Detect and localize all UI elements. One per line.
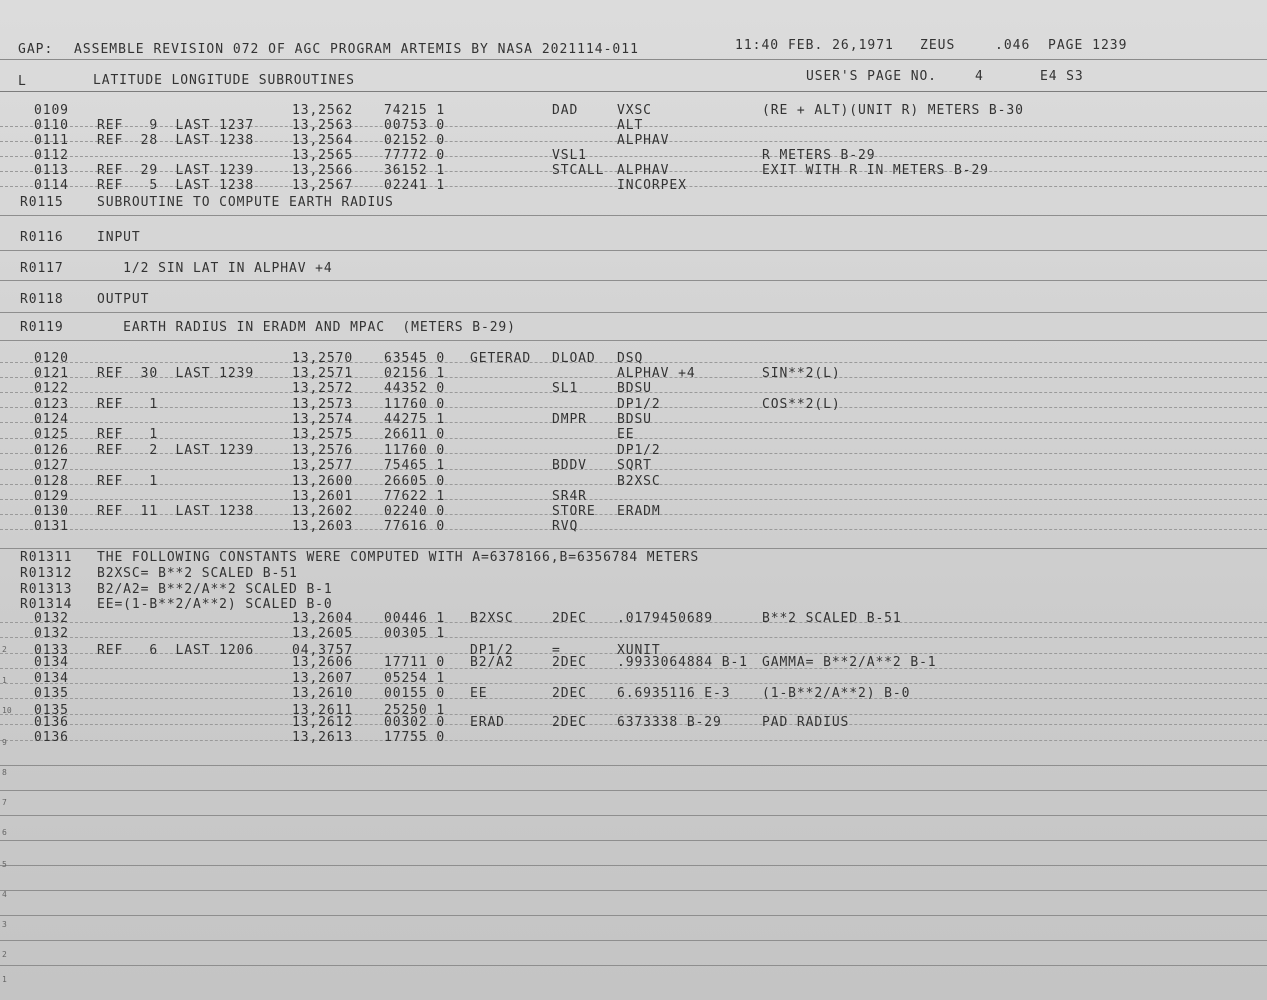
- section-rule: [0, 215, 1267, 216]
- header-divider: [0, 59, 1267, 60]
- margin-mark: 7: [2, 798, 7, 807]
- listing-addr: 13,2566: [292, 163, 354, 178]
- section-rule: [0, 915, 1267, 916]
- listing-seq: 0135: [34, 686, 69, 701]
- listing-ref: OUTPUT: [97, 292, 150, 307]
- listing-word: 77622 1: [384, 489, 446, 504]
- listing-word: 77616 0: [384, 519, 446, 534]
- listing-ref: REF 1: [97, 427, 159, 442]
- listing-addr: 13,2567: [292, 178, 354, 193]
- listing-operand: VXSC: [617, 103, 652, 118]
- listing-addr: 13,2565: [292, 148, 354, 163]
- listing-op: 2DEC: [552, 715, 587, 730]
- listing-addr: 13,2577: [292, 458, 354, 473]
- listing-operand: DP1/2: [617, 397, 661, 412]
- listing-seq: 0122: [34, 381, 69, 396]
- listing-operand: 6373338 B-29: [617, 715, 722, 730]
- listing-seq: R01312: [20, 566, 73, 581]
- listing-op: =: [552, 643, 561, 658]
- listing-addr: 13,2570: [292, 351, 354, 366]
- listing-seq: 0113: [34, 163, 69, 178]
- listing-operand: SQRT: [617, 458, 652, 473]
- listing-word: 25250 1: [384, 703, 446, 718]
- listing-addr: 13,2603: [292, 519, 354, 534]
- listing-addr: 13,2607: [292, 671, 354, 686]
- listing-word: 44275 1: [384, 412, 446, 427]
- listing-op: DLOAD: [552, 351, 596, 366]
- listing-word: 02241 1: [384, 178, 446, 193]
- section-rule: [0, 865, 1267, 866]
- listing-addr: 13,2606: [292, 655, 354, 670]
- listing-word: 44352 0: [384, 381, 446, 396]
- listing-op: SR4R: [552, 489, 587, 504]
- row-separator: [0, 529, 1267, 530]
- listing-seq: 0112: [34, 148, 69, 163]
- section-rule: [0, 790, 1267, 791]
- listing-comment: PAD RADIUS: [762, 715, 850, 730]
- listing-op: STORE: [552, 504, 596, 519]
- listing-seq: R0116: [20, 230, 64, 245]
- listing-ref: INPUT: [97, 230, 141, 245]
- margin-mark: 5: [2, 860, 7, 869]
- listing-ref: REF 28 LAST 1238: [97, 133, 255, 148]
- header-page: PAGE 1239: [1048, 38, 1128, 53]
- row-separator: [0, 740, 1267, 741]
- row-separator: [0, 156, 1267, 157]
- listing-operand: EE: [617, 427, 635, 442]
- section-rule: [0, 548, 1267, 549]
- listing-word: 00446 1: [384, 611, 446, 626]
- listing-seq: 0110: [34, 118, 69, 133]
- listing-operand: ALPHAV: [617, 163, 670, 178]
- listing-op: 2DEC: [552, 611, 587, 626]
- listing-seq: 0127: [34, 458, 69, 473]
- section-rule: [0, 280, 1267, 281]
- listing-label: B2/A2: [470, 655, 514, 670]
- section-rule: [0, 250, 1267, 251]
- listing-ref: B2/A2= B**2/A**2 SCALED B-1: [97, 582, 333, 597]
- listing-addr: 13,2602: [292, 504, 354, 519]
- listing-seq: 0124: [34, 412, 69, 427]
- listing-comment: R METERS B-29: [762, 148, 876, 163]
- listing-word: 02156 1: [384, 366, 446, 381]
- listing-label: GETERAD: [470, 351, 532, 366]
- listing-addr: 13,2562: [292, 103, 354, 118]
- listing-seq: R01314: [20, 597, 73, 612]
- row-separator: [0, 499, 1267, 500]
- listing-operand: BDSU: [617, 381, 652, 396]
- listing-word: 17711 0: [384, 655, 446, 670]
- listing-word: 00155 0: [384, 686, 446, 701]
- listing-operand: DP1/2: [617, 443, 661, 458]
- listing-addr: 13,2612: [292, 715, 354, 730]
- section-rule: [0, 312, 1267, 313]
- listing-seq: 0121: [34, 366, 69, 381]
- page-ref: E4 S3: [1040, 69, 1084, 84]
- listing-word: 00302 0: [384, 715, 446, 730]
- listing-ref: REF 1: [97, 474, 159, 489]
- margin-mark: 2: [2, 645, 7, 654]
- section-rule: [0, 940, 1267, 941]
- listing-seq: 0131: [34, 519, 69, 534]
- listing-operand: BDSU: [617, 412, 652, 427]
- listing-seq: R0118: [20, 292, 64, 307]
- listing-seq: 0129: [34, 489, 69, 504]
- listing-op: 2DEC: [552, 686, 587, 701]
- listing-word: 02240 0: [384, 504, 446, 519]
- listing-operand: DSQ: [617, 351, 644, 366]
- listing-operand: INCORPEX: [617, 178, 687, 193]
- section-rule: [0, 965, 1267, 966]
- listing-op: SL1: [552, 381, 579, 396]
- margin-mark: 1: [2, 676, 7, 685]
- section-rule: [0, 765, 1267, 766]
- listing-ref: REF 30 LAST 1239: [97, 366, 255, 381]
- listing-op: BDDV: [552, 458, 587, 473]
- listing-op: STCALL: [552, 163, 605, 178]
- listing-seq: 0120: [34, 351, 69, 366]
- listing-seq: 0132: [34, 626, 69, 641]
- listing-op: 2DEC: [552, 655, 587, 670]
- listing-seq: 0134: [34, 655, 69, 670]
- listing-seq: 0133: [34, 643, 69, 658]
- listing-word: 00753 0: [384, 118, 446, 133]
- row-separator: [0, 637, 1267, 638]
- listing-addr: 13,2576: [292, 443, 354, 458]
- users-page-label: USER'S PAGE NO.: [806, 69, 937, 84]
- listing-addr: 13,2610: [292, 686, 354, 701]
- margin-mark: 10: [2, 706, 12, 715]
- margin-mark: 6: [2, 828, 7, 837]
- listing-addr: 13,2573: [292, 397, 354, 412]
- listing-ref: REF 6 LAST 1206: [97, 643, 255, 658]
- listing-comment: EXIT WITH R IN METERS B-29: [762, 163, 989, 178]
- listing-word: 26605 0: [384, 474, 446, 489]
- listing-word: 11760 0: [384, 443, 446, 458]
- listing-operand: .9933064884 B-1: [617, 655, 748, 670]
- listing-addr: 13,2605: [292, 626, 354, 641]
- margin-mark: 2: [2, 950, 7, 959]
- subheader-letter: L: [18, 74, 27, 89]
- listing-ref: REF 5 LAST 1238: [97, 178, 255, 193]
- listing-addr: 13,2572: [292, 381, 354, 396]
- listing-ref: SUBROUTINE TO COMPUTE EARTH RADIUS: [97, 195, 394, 210]
- listing-addr: 13,2563: [292, 118, 354, 133]
- section-rule: [0, 840, 1267, 841]
- users-page-number: 4: [975, 69, 984, 84]
- listing-word: 11760 0: [384, 397, 446, 412]
- row-separator: [0, 683, 1267, 684]
- listing-ref: REF 11 LAST 1238: [97, 504, 255, 519]
- listing-word: 05254 1: [384, 671, 446, 686]
- listing-word: 00305 1: [384, 626, 446, 641]
- listing-seq: R01313: [20, 582, 73, 597]
- listing-seq: 0109: [34, 103, 69, 118]
- listing-seq: 0111: [34, 133, 69, 148]
- listing-comment: SIN**2(L): [762, 366, 841, 381]
- listing-seq: 0114: [34, 178, 69, 193]
- section-rule: [0, 890, 1267, 891]
- header-gap: GAP:: [18, 42, 54, 57]
- listing-ref: REF 1: [97, 397, 159, 412]
- listing-comment: (1-B**2/A**2) B-0: [762, 686, 911, 701]
- listing-ref: EARTH RADIUS IN ERADM AND MPAC (METERS B-29): [97, 320, 516, 335]
- listing-comment: B**2 SCALED B-51: [762, 611, 902, 626]
- listing-ref: REF 29 LAST 1239: [97, 163, 255, 178]
- listing-label: ERAD: [470, 715, 505, 730]
- listing-comment: (RE + ALT)(UNIT R) METERS B-30: [762, 103, 1024, 118]
- listing-operand: ERADM: [617, 504, 661, 519]
- margin-mark: 3: [2, 920, 7, 929]
- listing-seq: R0119: [20, 320, 64, 335]
- listing-operand: ALT: [617, 118, 644, 133]
- listing-addr: 13,2601: [292, 489, 354, 504]
- listing-word: 17755 0: [384, 730, 446, 745]
- listing-seq: R0115: [20, 195, 64, 210]
- listing-word: 02152 0: [384, 133, 446, 148]
- listing-seq: 0136: [34, 715, 69, 730]
- listing-op: DMPR: [552, 412, 587, 427]
- subheader-section: LATITUDE LONGITUDE SUBROUTINES: [93, 73, 355, 88]
- subheader-divider: [0, 91, 1267, 92]
- section-rule: [0, 815, 1267, 816]
- header-system: ZEUS: [920, 38, 956, 53]
- listing-operand: ALPHAV: [617, 133, 670, 148]
- header-code: .046: [995, 38, 1031, 53]
- listing-seq: 0128: [34, 474, 69, 489]
- listing-seq: 0123: [34, 397, 69, 412]
- listing-addr: 13,2600: [292, 474, 354, 489]
- listing-label: EE: [470, 686, 488, 701]
- listing-addr: 13,2574: [292, 412, 354, 427]
- listing-word: 74215 1: [384, 103, 446, 118]
- section-rule: [0, 340, 1267, 341]
- listing-label: B2XSC: [470, 611, 514, 626]
- listing-comment: COS**2(L): [762, 397, 841, 412]
- listing-word: 63545 0: [384, 351, 446, 366]
- listing-ref: REF 9 LAST 1237: [97, 118, 255, 133]
- listing-ref: THE FOLLOWING CONSTANTS WERE COMPUTED WITH A=6378166,B=6356784 METERS: [97, 550, 700, 565]
- header-title: ASSEMBLE REVISION 072 OF AGC PROGRAM ARTEMIS BY NASA 2021114-011: [74, 42, 639, 57]
- margin-mark: 1: [2, 975, 7, 984]
- listing-op: DAD: [552, 103, 579, 118]
- listing-seq: 0135: [34, 703, 69, 718]
- listing-seq: 0136: [34, 730, 69, 745]
- listing-addr: 13,2604: [292, 611, 354, 626]
- listing-addr: 13,2564: [292, 133, 354, 148]
- listing-seq: 0130: [34, 504, 69, 519]
- margin-mark: 8: [2, 768, 7, 777]
- listing-word: 77772 0: [384, 148, 446, 163]
- listing-comment: GAMMA= B**2/A**2 B-1: [762, 655, 937, 670]
- listing-ref: EE=(1-B**2/A**2) SCALED B-0: [97, 597, 333, 612]
- listing-addr: 04,3757: [292, 643, 354, 658]
- listing-addr: 13,2571: [292, 366, 354, 381]
- header-time: 11:40 FEB. 26,1971: [735, 38, 894, 53]
- listing-operand: .0179450689: [617, 611, 713, 626]
- margin-mark: 9: [2, 738, 7, 747]
- listing-seq: 0134: [34, 671, 69, 686]
- listing-word: 26611 0: [384, 427, 446, 442]
- listing-word: 36152 1: [384, 163, 446, 178]
- listing-seq: R01311: [20, 550, 73, 565]
- listing-operand: 6.6935116 E-3: [617, 686, 731, 701]
- listing-operand: ALPHAV +4: [617, 366, 696, 381]
- listing-seq: 0126: [34, 443, 69, 458]
- listing-seq: R0117: [20, 261, 64, 276]
- listing-addr: 13,2611: [292, 703, 354, 718]
- listing-label: DP1/2: [470, 643, 514, 658]
- listing-seq: 0132: [34, 611, 69, 626]
- listing-op: VSL1: [552, 148, 587, 163]
- listing-word: 75465 1: [384, 458, 446, 473]
- listing-ref: 1/2 SIN LAT IN ALPHAV +4: [97, 261, 333, 276]
- listing-ref: REF 2 LAST 1239: [97, 443, 255, 458]
- listing-ref: B2XSC= B**2 SCALED B-51: [97, 566, 298, 581]
- listing-addr: 13,2613: [292, 730, 354, 745]
- listing-operand: B2XSC: [617, 474, 661, 489]
- margin-mark: 4: [2, 890, 7, 899]
- listing-op: RVQ: [552, 519, 579, 534]
- listing-seq: 0125: [34, 427, 69, 442]
- listing-operand: XUNIT: [617, 643, 661, 658]
- listing-addr: 13,2575: [292, 427, 354, 442]
